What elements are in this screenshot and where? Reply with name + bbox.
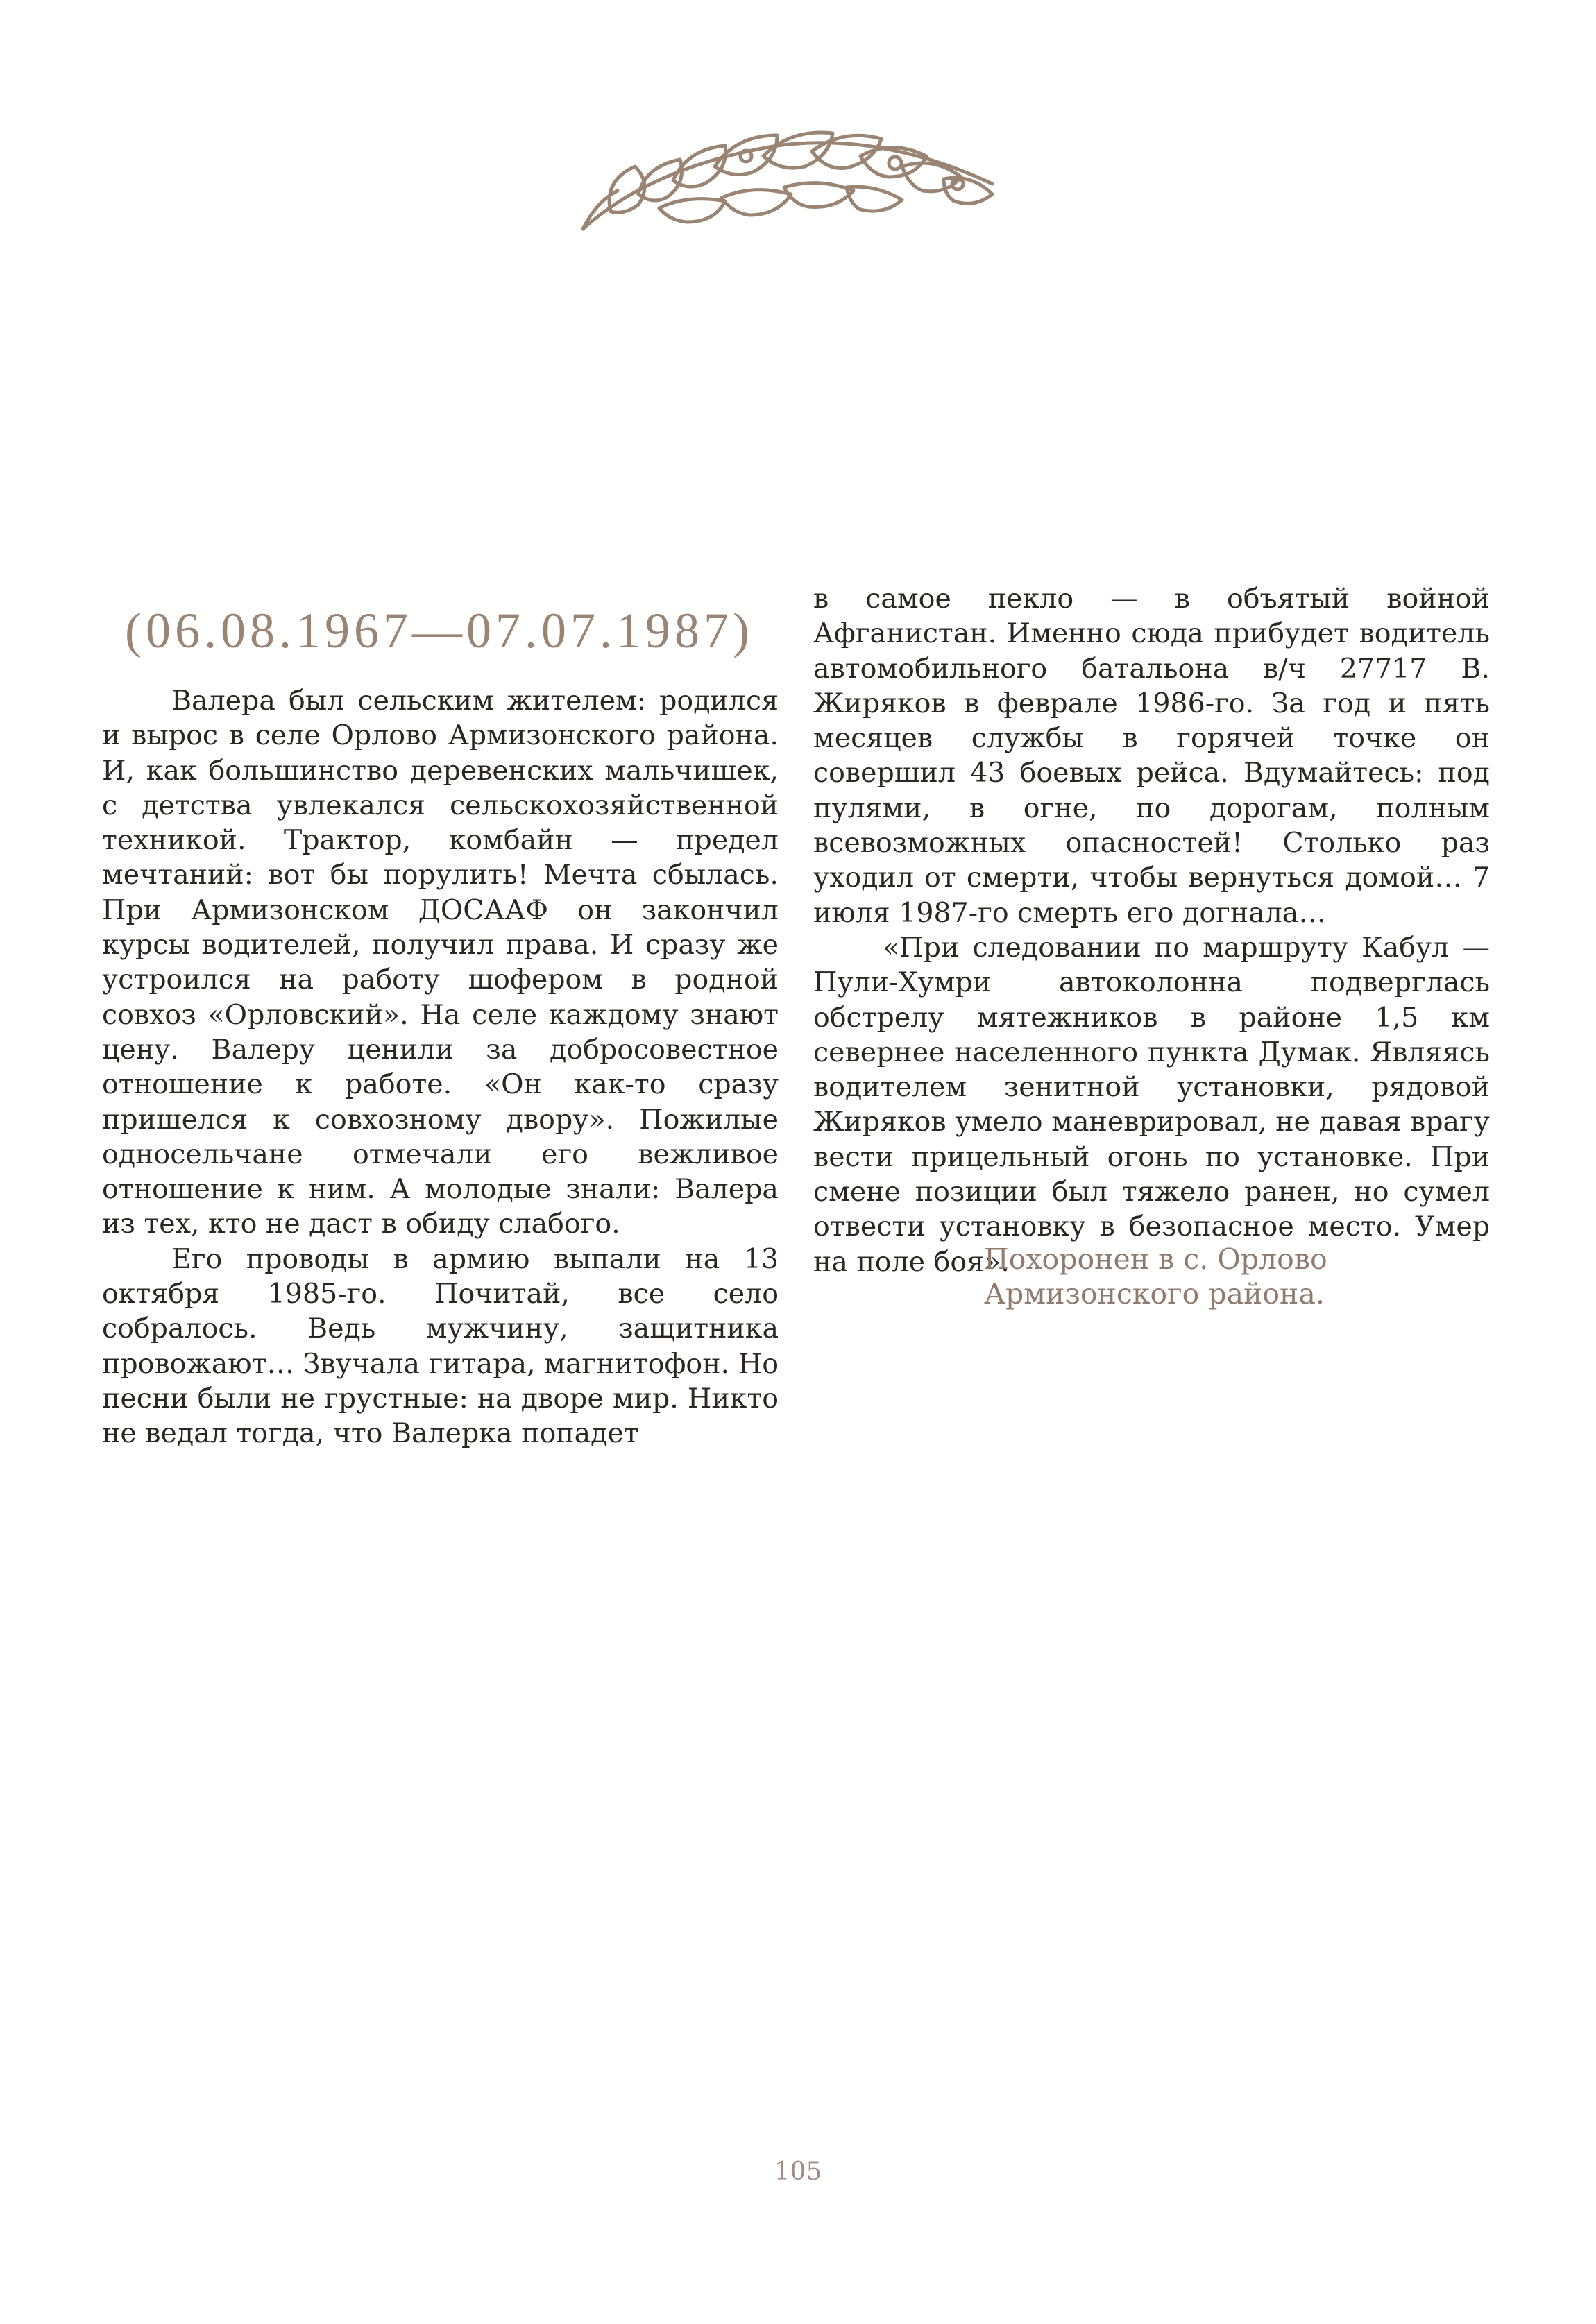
- paragraph: в самое пекло — в объятый войной Афганистан. Именно сюда прибудет водитель автомобильного батальона в/ч 27717 В. Жиряков в феврале 1986-го. За год и пять месяцев службы в горячей точке он совершил 43 боевых рейса. Вдумайтесь: под пулями, в огне, по дорогам, полным всевозможных опасностей! Столько раз уходил от смерти, чтобы вернуться домой… 7 июля 1987-го смерть его догнала…: [813, 583, 1490, 929]
- quote-paragraph: «При следовании по маршруту Кабул — Пули-Хумри автоколонна подверглась обстрелу мятежников в районе 1,5 км севернее населенного пункта Думак. Являясь водителем зенитной установки, рядовой Жиряков умело маневрировал, не давая врагу вести прицельный огонь по установке. При смене позиции был тяжело ранен, но сумел отвести установку в безопасное место. Умер на поле боя».: [813, 931, 1490, 1278]
- oak-leaf-branch-icon: [569, 118, 1020, 243]
- paragraph: Валера был сельским жителем: родился и вырос в селе Орлово Армизонского района. И, как большинство деревенских мальчишек, с детства увлекался сельскохозяйственной техникой. Трактор, комбайн — предел мечтаний: вот бы порулить! Мечта сбылась. При Армизонском ДОСААФ он закончил курсы водителей, получил права. И сразу же устроился на работу шофером в родной совхоз «Орловский». На селе каждому знают цену. Валеру ценили за добросовестное отношение к работе. «Он как-то сразу пришелся к совхозному двору». Пожилые односельчане отмечали его вежливое отношение к ним. А молодые знали: Валера из тех, кто не даст в обиду слабого.: [102, 685, 779, 1240]
- burial-line: Армизонского района.: [984, 1277, 1325, 1310]
- page-number: 105: [774, 2158, 822, 2186]
- text-column-left: [102, 683, 779, 1451]
- burial-note: [984, 1242, 1327, 1311]
- paragraph: Его проводы в армию выпали на 13 октября 1985-го. Почитай, все село собралось. Ведь мужчину, защитника провожают… Звучала гитара, магнитофон. Но песни были не грустные: на дворе мир. Никто не ведал тогда, что Валерка попадет: [102, 1242, 779, 1450]
- text-column-right: [813, 581, 1490, 1279]
- burial-line: Похоронен в с. Орлово: [984, 1242, 1327, 1276]
- life-dates-heading: (06.08.1967—07.07.1987): [125, 603, 754, 658]
